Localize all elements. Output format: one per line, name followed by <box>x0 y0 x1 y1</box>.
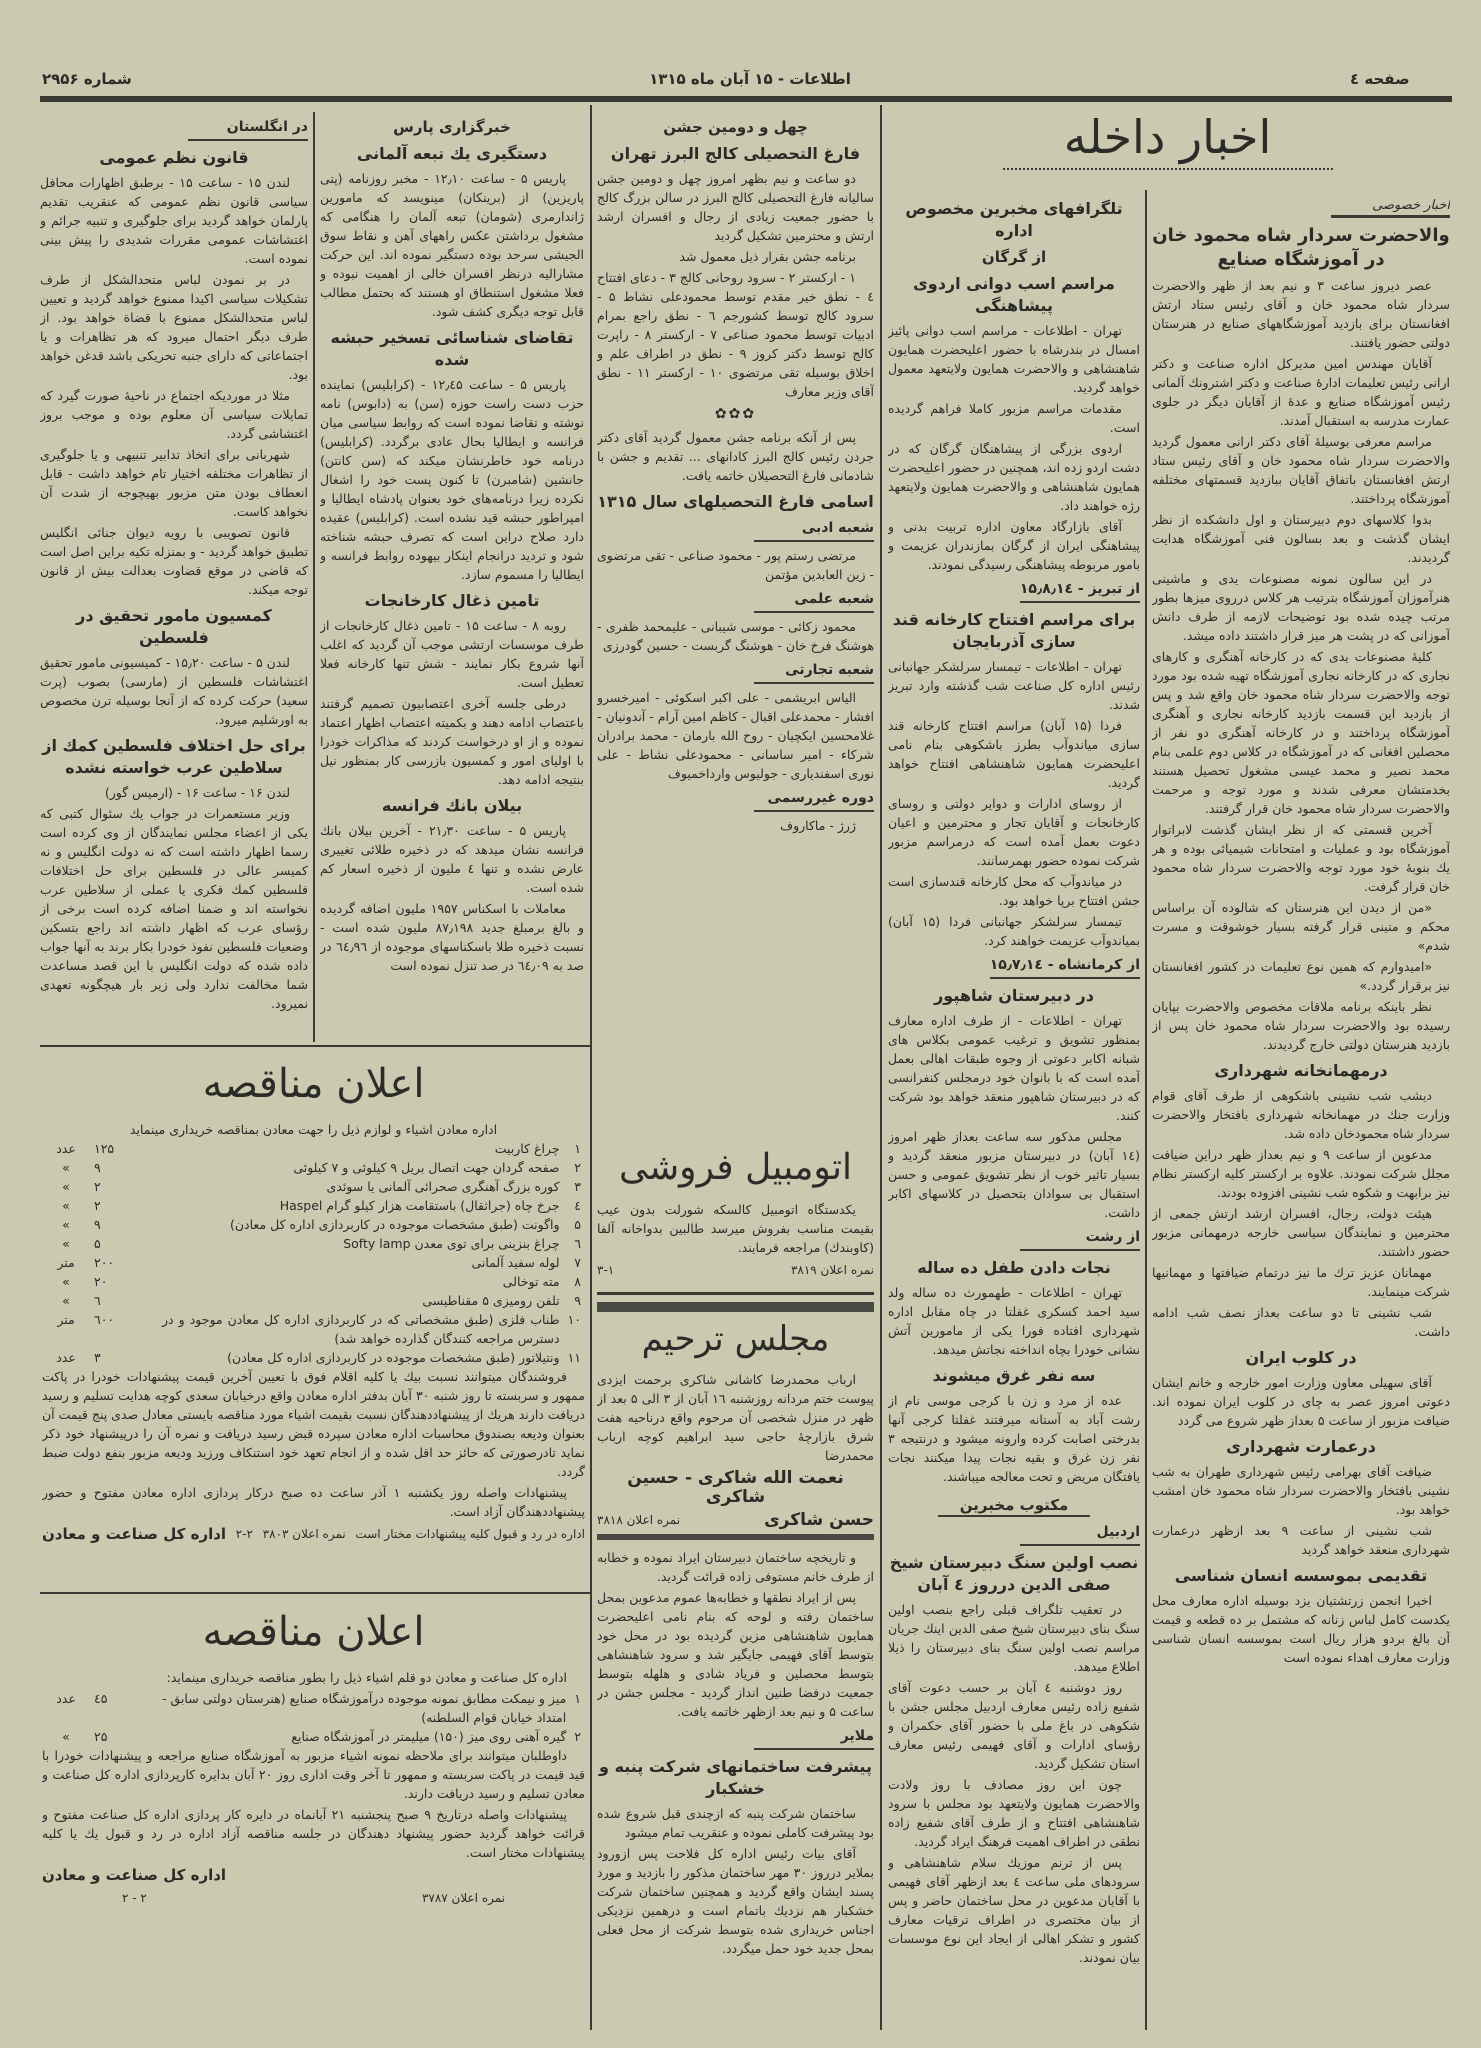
headline: سه نفر غرق میشوند <box>932 1366 1096 1385</box>
paragraph: لندن ۵ - ساعت ۱۵٫۲۰ - کمیسیونی مامور تحقیق اغتشاشات فلسطین از (مارسی) بصوب (پرت سعید) حرکت کرده که از آنجا بوسیله ترن مخصوص به اورشلیم میرود. <box>40 655 308 727</box>
headline: دستگیری یك تبعه آلمانی <box>356 144 548 163</box>
item-number: ۱۰ <box>567 1312 581 1327</box>
paragraph: بدوا کلاسهای دوم دبیرستان و اول دانشکده از نظر ایشان گذشت و بعد بسالون فنی آموزشگاه هدایت گردیدند. <box>1152 512 1450 565</box>
ad-number: نمره اعلان ۳۸۱۸ <box>597 1513 681 1527</box>
paragraph: دیشب شب نشینی باشکوهی از طرف آقای قوام وزارت جنك در مهمانخانه شهرداری بافتخار والاحضرت سردار شاه محمودخان داده شد. <box>1152 1088 1450 1141</box>
headline: مراسم اسب دوانی اردوی پیشاهنگی <box>913 274 1115 315</box>
memorial-service-ad <box>597 1298 874 1540</box>
item-quantity: ۹ <box>94 1160 101 1175</box>
section-kicker <box>888 1523 1140 1546</box>
paragraph: عده از مرد و زن با کرجی موسی نام از رشت آباد به آستانه میرفتند غفلتا کرجی آنها بدرختی اصابت کرده وارونه میشود و درنتیجه ۳ نفر زن غرق و بقیه نجات پیدا میکنند نجات یافتگان مریض و تحت معالجه میباشند. <box>888 1393 1140 1484</box>
domestic-news-header <box>885 110 1450 190</box>
section-kicker-label: در انگلستان <box>188 118 308 141</box>
section-kicker <box>597 661 874 684</box>
headline: در کلوب ایران <box>1245 1348 1357 1367</box>
ad-title: مجلس ترحیم <box>641 1319 830 1359</box>
paragraph: عصر دیروز ساعت ۳ و نیم بعد از ظهر والاحضرت سردار شاه محمود خان و آقای رئیس ستاد ارتش افغانستان برای بازدید آموزشگاههای صنایع در هنرستان دولتی حضور یافتند. <box>1152 278 1450 350</box>
ad-title: اتومبیل فروشی <box>619 1147 852 1188</box>
item-quantity: ۹ <box>94 1217 101 1232</box>
paragraph: در این سالون نمونه مصنوعات یدی و ماشینی هنرآموزان آموزشگاه بترتیب هر کلاس درروی میزها بطور مرتب چیده شده بود توضیحات لازمه از طرف دانش آموزانی که در پشت هر میز قرار داشتند داده میشد. <box>1152 571 1450 643</box>
ad-text: فروشندگان میتوانند نسبت بیك یا کلیه اقلام فوق با تعیین آخرین قیمت پیشنهادات خودرا در پاکت ممهور و سربسته تا روز شنبه ۳۰ آبان بدفتر اداره معادن واقع درخیابان سعدی کوچه هدایت تسلیم و رسید دریافت دارند هریك از پیشنهاددهندگان نسبت بقیمت اشیاء مورد مناقصه بایستی معادل صدی پنج قیمت آن بعنوان ودیعه بصندوق محاسبات اداره معادن سپرده قبض رسید دریافت و نمره آن را درپیشنهاد خود ذکر نماید تادرصورتی که حائز حد اقل شده و از انجام تعهد خود استنکاف ورزید ودیعه مزبور بنفع دولت ضبط گردد. <box>42 1369 585 1479</box>
car-sale-ad <box>597 1140 874 1295</box>
item-unit: عدد <box>56 1691 76 1706</box>
item-unit: » <box>62 1236 70 1251</box>
paragraph: محمود زکائی - موسی شیبانی - علیمحمد ظفری - هوشنگ فرخ خان - هوشنگ گربست - حسین گودرزی <box>597 619 874 653</box>
decorative-stripe <box>597 1534 874 1540</box>
correspondent-telegrams-column <box>888 192 1140 2030</box>
item-quantity: ٦۰۰ <box>94 1312 115 1327</box>
paragraph: مدعوین از ساعت ۹ و نیم بعداز ظهر دراین ضیافت مجلل شرکت نمودند. علاوه بر ارکستر کلیه ارکستر نظام نیز برابهت و شکوه شب نشینی افزوده بودند. <box>1152 1147 1450 1200</box>
item-description: گیره آهنی روی میز (۱۵۰) میلیمتر در آموزشگاه صنایع <box>291 1729 567 1744</box>
column-divider <box>590 105 592 2030</box>
item-number: ۱۱ <box>567 1350 581 1365</box>
ad-number: نمره اعلان ۳۸۱۹ <box>790 1263 874 1277</box>
tender-item-row <box>42 1177 585 1196</box>
column-divider <box>1145 190 1147 2030</box>
ad-sequence: ۲ - ۲ <box>122 1891 147 1905</box>
paragraph: روز دوشنبه ٤ آبان بر حسب دعوت آقای شفیع زاده رئیس معارف اردبیل مجلس جشن با شکوهی در باغ ملی با حضور آقای حکمران و رؤسای ادارات و آقای فهیمی رئیس معارف استان تشکیل گردید. <box>888 1680 1140 1771</box>
paragraph: روبه ۸ - ساعت ۱۵ - تامین ذغال کارخانجات از طرف موسسات ارتشی موجب آن گردید که اغلب آنها شروع بکار نمایند - شش تنها کارخانه فعلا تعطیل است. <box>320 618 584 690</box>
item-number: ۳ <box>574 1179 581 1194</box>
paragraph: در تعقیب تلگراف قبلی راجع بنصب اولین سنگ بنای دبیرستان شیخ صفی الدین اینك جریان مراسم نصب اولین سنگ بنای دبیرستان را ذیلا اطلاع میدهد. <box>888 1602 1140 1674</box>
ad-signers: حسن شاکری <box>764 1510 874 1530</box>
ad-footer <box>597 1261 874 1280</box>
column-divider <box>313 112 315 1042</box>
tender-item-row <box>42 1689 585 1727</box>
tender-item-row <box>42 1253 585 1272</box>
paragraph: الیاس ابریشمی - علی اکبر اسکوئی - امیرخسرو افشار - محمدعلی اقبال - کاظم امین آرام - آندونیان - غلامحسین ایکچیان - روح الله بارمان - محمد برادران شرکاء - امیر ساسانی - محمودعلی نشاط - علی نوری اسفندیاری - جولیوس وارداخمیوف <box>597 690 874 781</box>
item-description: کوره بزرگ آهنگری صحرائی آلمانی یا سوئدی <box>326 1179 560 1194</box>
paragraph: پس از ترنم موزیك سلام شاهنشاهی و سرودهای ملی ساعت ٤ بعد ازظهر آقای فهیمی با آقایان مدعوین در محل ساختمان حاضر و پس از بیان مختصری در اطراف ترقیات معارف کشور و تشکر اهالی از ایجاد این نوع موسسات بیان نمودند. <box>888 1855 1140 1965</box>
section-kicker <box>597 519 874 542</box>
paragraph: تهران - اطلاعات - طهمورث ده ساله ولد سید احمد کسکری غفلتا در چاه مقابل اداره شهرداری افتاده فورا یکی از مامورین آتش نشانی خودرا بچاه انداخته نجاتش میدهد. <box>888 1285 1140 1357</box>
ad-opening: پیشنهادات واصله درتاریخ ۹ صبح پنجشنبه ۲۱ آبانماه در دایره کار پردازی اداره کل صناعت مفتوح و قرائت خواهد گردید حضور پیشنهاد دهندگان در جلسه مناقصه آزاد اداره در رد و قبول یك یا کلیه پیشنهادات مختار است. <box>42 1807 585 1860</box>
item-description: میز و نیمکت مطابق نمونه موجوده درآموزشگاه صنایع (هنرستان دولتی سابق - امتداد خیابان قوام السلطنه) <box>162 1691 567 1725</box>
item-unit: » <box>62 1274 70 1289</box>
mines-tender-ad <box>42 1052 585 1588</box>
headline: کمسیون مامور تحقیق در فلسطین <box>76 606 272 647</box>
paragraph: مقدمات مراسم مزبور کاملا فراهم گردیده است. <box>888 401 1140 435</box>
item-number: ۱ <box>574 1141 581 1156</box>
issue-number: شماره ۲۹۵۶ <box>42 70 132 88</box>
item-description: چراغ کاربیت <box>494 1141 560 1156</box>
headline: فارغ التحصیلی کالج البرز تهران <box>610 144 861 163</box>
item-number: ۷ <box>574 1255 581 1270</box>
paragraph: تهران - اطلاعات - تیمسار سرلشکر جهانبانی رئیس اداره کل صناعت شب گذشته وارد تبریز شدند. <box>888 659 1140 712</box>
decorative-stripe <box>597 1302 874 1312</box>
england-news-column <box>40 112 308 1042</box>
section-kicker <box>40 118 308 141</box>
paragraph: لندن ۱۵ - ساعت ۱۵ - برطبق اظهارات محافل سیاسی قانون نظم عمومی که عنقریب تقدیم پارلمان خواهد گردید برای جلوگیری و تنبیه جرائم و اغتشاشات عمومی مقررات شدیدی را پیش بینی نموده است. <box>40 175 308 266</box>
section-kicker-label: از تبریز - ۱۵٫۸٫۱٤ <box>1020 580 1140 603</box>
paragraph: پس از ایراد نطقها و خطابه‌ها عموم مدعوین بمحل ساختمان رفته و لوحه که بنام نامی اعلیحضرت همایون شاهنشاهی مزین گردیده بود در محل خود بتوسط آقای فهیمی جایگیر شد و سرود شاهنشاهی بتوسط محصلین و فریاد شادی و هلهله بتوسط جمعیت درفضا طنین انداز گردید - مجلس جشن در ساعت ۵ و نیم بعد ازظهر خاتمه یافت. <box>597 1590 874 1719</box>
paragraph: شب نشینی از ساعت ۹ بعد ازظهر درعمارت شهرداری منعقد خواهد گردید <box>1152 1523 1450 1557</box>
tender-items-table <box>42 1139 585 1367</box>
section-kicker <box>597 1727 874 1750</box>
paragraph: در بر نمودن لباس متحدالشکل از طرف تشکیلات سیاسی اکیدا ممنوع خواهد گردید و تعیین لباس متحدالشکل ممنوع با قضاة خواهد بود. از طرف دیگر احتمال میرود که هر تظاهرات و یا اجتماعاتی که دارای جنبه تحریکی باشد قدغن خواهد بود. <box>40 272 308 382</box>
item-description: چراغ بنزینی برای توی معدن Softy lamp <box>343 1236 560 1251</box>
paragraph: ضیافت آقای بهرامی رئیس شهرداری طهران به شب نشینی بافتخار والاحضرت سردار شاه محمود خان امشب خواهد بود. <box>1152 1464 1450 1517</box>
item-unit: » <box>62 1160 70 1175</box>
decorative-divider <box>1003 168 1333 170</box>
paragraph: ساختمان شرکت پنبه که ازچندی قبل شروع شده بود پیشرفت کاملی نموده و عنقریب تمام میشود <box>597 1806 874 1840</box>
headline: بیلان بانك فرانسه <box>381 796 523 815</box>
section-heading: خبرگزاری پارس <box>393 118 511 136</box>
section-kicker-label: از کرمانشاه - ۱۵٫۷٫۱٤ <box>990 956 1140 979</box>
item-unit: » <box>62 1293 70 1308</box>
tender-item-row <box>42 1234 585 1253</box>
paragraph: تهران - اطلاعات - مراسم اسب دوانی پائیز امسال در بندرشاه با حضور اعلیحضرت همایون شاهنشاهی و والاحضرت همایون ولایتعهد معمول خواهد گردید. <box>888 323 1140 395</box>
paragraph: آقای سهیلی معاون وزارت امور خارجه و خانم ایشان دعوتی امروز عصر به چای در کلوب ایران نموده اند. ضیافت مزبور از ساعت ۵ بعداز ظهر شروع می گردد <box>1152 1375 1450 1428</box>
ad-sequence: ۳-۱ <box>597 1263 615 1277</box>
item-quantity: ٦ <box>94 1293 101 1308</box>
section-kicker-label: از رشت <box>1020 1228 1140 1251</box>
section-kicker-label: شعبه ادبی <box>754 519 874 542</box>
ad-footer <box>597 1511 874 1530</box>
paragraph: شب نشینی تا دو ساعت بعداز نصف شب ادامه داشت. <box>1152 1305 1450 1339</box>
paragraph: شهربانی برای اتخاذ تدابیر تنبیهی و یا جلوگیری از تظاهرات مختلفه اختیار تام خواهد داشت - قابل انعطاف بودن متن مزبور بهیچوجه از شدت آن نخواهد کاست. <box>40 447 308 519</box>
headline: تلگرافهای مخبرین مخصوص اداره <box>905 199 1123 240</box>
paragraph: دو ساعت و نیم بظهر امروز چهل و دومین جشن سالیانه فارغ التحصیلی کالج البرز در سالن بزرگ کالج با حضور جمعیت زیادی از رجال و افسران ارشد ارتش و محترمین تشکیل گردید <box>597 171 874 243</box>
item-unit: » <box>62 1198 70 1213</box>
paragraph: کلیهٔ مصنوعات یدی که در کارخانه آهنگری و کارهای نجاری که در کارخانه نجاری آموزشگاه تهیه شده بود مورد توجه والاحضرت سردار شاه محمود خان واقع شد و پس از بازدید این قسمت بازدید کارخانه نجاری و آهنگری آموزشگاه پرداختند و در کارخانه آهنگری دو نفر از محصلین افغانی که در آموزشگاه در کلاس دوم علمی بنام محمد نصیر و محمد عیسی مشغول تحصیل هستند بخدمتشان معرفی شدند و مورد توجه و مرحمت والاحضرت سردار شاه محمود خان قرار گرفتند. <box>1152 649 1450 816</box>
headline: اسامی فارغ التحصیلهای سال ۱۳۱۵ <box>597 492 874 511</box>
item-description: لوله سفید آلمانی <box>471 1255 560 1270</box>
item-number: ۵ <box>574 1217 581 1232</box>
item-unit: » <box>62 1217 70 1232</box>
headline: پیشرفت ساختمانهای شرکت پنبه و خشکبار <box>599 1757 872 1798</box>
masthead-rule <box>40 96 1452 102</box>
paragraph: ژرژ - ماکاروف <box>780 818 856 833</box>
item-quantity: ۲۵ <box>94 1729 108 1744</box>
paragraph: و تاریخچه ساختمان دبیرستان ایراد نموده و خطابه از طرف خانم مستوفی زاده قرائت گردید. <box>597 1550 874 1584</box>
section-kicker-label: دوره غیررسمی <box>754 789 874 812</box>
newspaper-date: اطلاعات - ۱۵ آبان ماه ۱۳۱۵ <box>649 70 851 88</box>
item-quantity: ۵ <box>94 1236 101 1251</box>
paragraph: از روسای ادارات و دوایر دولتی و روسای کارخانجات و آقایان تجار و محترمین و اعیان دعوت بعمل آمده است که درمراسم مزبور شرکت نموده حضور بهمرسانند. <box>888 796 1140 868</box>
paragraph: قانون تصویبی با رویه دیوان جنائی انگلیس تطبیق خواهد گردید - و بمنزله تکیه براین اصل است که قاضی در موقع قضاوت بعدالت بیش از قانون توجه میکند. <box>40 525 308 597</box>
ad-intro: اداره کل صناعت و معادن دو قلم اشیاء ذیل را بطور مناقصه خریداری مینماید: <box>166 1670 567 1685</box>
paragraph: مجلس مذکور سه ساعت بعداز ظهر امروز (۱٤ آبان) در دبیرستان مزبور منعقد گردید و بسیار تاثیر خوب از نظر تشویق عمومی و حسن استقبال بی سوادان بتحصیل در کلاسهای اکابر داشت. <box>888 1129 1140 1220</box>
paragraph: پاریس ۵ - ساعت ۱۲٫٤۵ - (کرابلیس) نماینده حزب دست راست حوزه (سن) به (دابوس) نامه نوشته و تقاضا نموده است که روابط سیاسی میان فرانسه و ایطالیا بحال عادی برگردد. (کرابلیس) درنامه خود خاطرنشان میکند که (سن کانتن) جانشین (شامبرن) تا کنون پست خود را اشغال نکرده زیرا درنامه‌های خود بعنوان پادشاه ایطالیا و امپراطور حبشه قید نشده است. (کرابلیس) عقیده دارد صلاح دراین است که تصرف حبشه شناخته شود و تردید درانجام اینکار بیهوده روابط فرانسه و ایطالیا را مسموم سازد. <box>320 377 584 582</box>
paragraph: مرتضی رستم پور - محمود صناعی - تقی مرتضوی - زین العابدین مؤتمن <box>597 548 874 582</box>
item-description: واگونت (طبق مشخصات موجوده در کاربردازی اداره کل معادن) <box>229 1217 560 1232</box>
tender-item-row <box>42 1215 585 1234</box>
section-kicker <box>597 789 874 812</box>
item-unit: » <box>62 1729 70 1744</box>
headline: درعمارت شهرداری <box>1226 1437 1376 1456</box>
item-number: ۲ <box>574 1729 581 1744</box>
section-kicker-label: اردبیل <box>1020 1523 1140 1546</box>
item-quantity: ۳ <box>94 1350 101 1365</box>
section-kicker <box>888 956 1140 979</box>
section-kicker <box>888 580 1140 603</box>
ad-number: نمره اعلان ۳۷۸۷ <box>421 1891 505 1905</box>
paragraph: هیئت دولت، رجال، افسران ارشد ارتش جمعی از محترمین و نمایندگان سیاسی خارجه درمهمانی مزبور حضور داشتند. <box>1152 1206 1450 1259</box>
paragraph: در میاندوآب که محل کارخانه قندسازی است جشن افتتاح برپا خواهد بود. <box>888 874 1140 908</box>
section-rule <box>40 1592 590 1594</box>
ad-footer <box>42 1525 585 1544</box>
item-unit: متر <box>57 1255 75 1270</box>
tender-item-row <box>42 1348 585 1367</box>
ad-note: اداره در رد و قبول کلیه پیشنهادات مختار است <box>355 1527 585 1541</box>
ad-title: اعلان مناقصه <box>202 1061 425 1107</box>
ad-sequence: ۲-۲ <box>235 1527 253 1541</box>
pars-news-column <box>320 112 584 1042</box>
paragraph: فردا (۱۵ آبان) مراسم افتتاح کارخانه قند سازی میاندوآب بطرز باشکوهی بنام نامی اعلیحضرت همایون شاهنشاهی افتتاح خواهد گردید. <box>888 718 1140 790</box>
headline: تقدیمی بموسسه انسان شناسی <box>1174 1566 1428 1585</box>
paragraph: مثلا در موردیکه اجتماع در ناحیهٔ صورت گیرد که تمایلات سیاسی آن معلوم بوده و موجب بروز اغتشاشی گردد. <box>40 388 308 441</box>
tender-item-row <box>42 1139 585 1158</box>
ad-issuer: اداره کل صناعت و معادن <box>42 1525 227 1543</box>
alborz-college-column <box>597 112 874 1137</box>
section-kicker-label: شعبه تجارتی <box>754 661 874 684</box>
paragraph: آقای بازارگاد معاون اداره تربیت بدنی و پیشاهنگی ایران از گرگان بمازندران عزیمت و بامور مربوطه پیشاهنگی رسیدگی نمودند. <box>888 519 1140 572</box>
paragraph: اردوی بزرگی از پیشاهنگان گرگان که در دشت اردو زده اند، همچنین در حضور اعلیحضرت همایون شاهنشاهی و والاحضرت همایون ولایتعهد رژه خواهند داد. <box>888 441 1140 513</box>
headline: تقاضای شناسائی تسخیر حبشه شده <box>330 328 574 369</box>
section-kicker-label: ملایر <box>754 1727 874 1750</box>
item-description: صفحه گردان جهت اتصال بریل ۹ کیلوئی و ۷ کیلوئی <box>293 1160 560 1175</box>
paragraph: آخرین قسمتی که از نظر ایشان گذشت لابراتوار آموزشگاه بود و عملیات و امتحانات شیمیائی بوده و هر یك بنوبهٔ خود مورد توجه والاحضرت سردار شاه محمود خان قرار گرفت. <box>1152 822 1450 894</box>
ad-issuer: اداره کل صناعت و معادن <box>42 1866 227 1884</box>
headline: برای مراسم افتتاح کارخانه قند سازی آذربایجان <box>892 610 1136 651</box>
paragraph: آقایان مهندس امین مدیرکل اداره صناعت و دکتر ارانی رئیس تعلیمات ادارهٔ صناعت و دکتر اشترونك آلمانی رئیس آموزشگاه صنایع و عدهٔ از آقایان دیگر در جلوی عمارت مدرسه به استقبال آمدند. <box>1152 356 1450 428</box>
item-unit: عدد <box>56 1350 76 1365</box>
item-quantity: ٤۵ <box>94 1691 108 1706</box>
ad-opening: پیشنهادات واصله روز یکشنبه ۱ آذر ساعت ده صبح درکار پردازی اداره معادن مفتوح و حضور پیشنهاددهندگان آزاد است. <box>42 1485 585 1519</box>
item-number: ٦ <box>574 1236 581 1251</box>
ornament-divider: ✿✿✿ <box>714 406 757 422</box>
section-heading: مکتوب مخبرین <box>938 1496 1089 1517</box>
paragraph: «من از دیدن این هنرستان که شالوده آن براساس محکم و متینی قرار گرفته بسیار خوشوقت و مسرت شدم» <box>1152 900 1450 953</box>
headline: درمهمانخانه شهرداری <box>1214 1061 1388 1080</box>
paragraph: برنامه جشن بقرار ذیل معمول شد <box>679 249 856 264</box>
paragraph: چون این روز مصادف با روز ولادت والاحضرت همایون ولایتعهد بود مجلس با سرود شاهنشاهی افتتاح و از طرف آقای شفیع زاده نطقی در اطراف اهمیت فرهنگ ایراد گردید. <box>888 1777 1140 1849</box>
page-number: صفحه ٤ <box>1350 70 1410 88</box>
tender-item-row <box>42 1272 585 1291</box>
paragraph: «امیدوارم که همین نوع تعلیمات در کشور افغانستان نیز برقرار گردد.» <box>1152 959 1450 993</box>
item-number: ۱ <box>574 1691 581 1706</box>
paragraph: پاریس ۵ - ساعت ۲۱٫۳۰ - آخرین بیلان بانك فرانسه نشان میدهد که در ذخیره طلائی تغییری عارض نشده و تنها ٤ ملیون از ذخیره اسعار کم شده است. <box>320 823 584 895</box>
ad-signers: نعمت الله شاکری - حسین شاکری <box>627 1468 844 1507</box>
ad-text: یکدستگاه اتومبیل کالسکه شورلت بدون عیب بقیمت مناسب بفروش میرسد طالبین بدواخانه آلفا (کاوبندك) مراجعه فرمایند. <box>597 1202 874 1255</box>
paragraph: مراسم معرفی بوسیلهٔ آقای دکتر ارانی معمول گردید والاحضرت سردار شاه محمود خان و آقای رئیس ستاد ارتش افغانستان باتفاق آقایان ببازدید قسمتهای مختلفه آموزشگاه پرداختند. <box>1152 434 1450 506</box>
paragraph: درطی جلسه آخری اعتصابیون تصمیم گرفتند باعتصاب ادامه دهند و بکمیته اعتصاب اظهار اعتماد نموده و از او درخواست کردند که مذاکرات خودرا با اولیای امور و کمسیون بازرسی کار بمنظور نیل بنتیجه ادامه دهد. <box>320 696 584 787</box>
ad-intro: اداره معادن اشیاء و لوازم ذیل را جهت معادن بمناقصه خریداری مینماید <box>129 1122 498 1137</box>
ad-footer <box>42 1889 585 1908</box>
special-news-column <box>1152 192 1450 2030</box>
paragraph: لندن ۱۶ - ساعت ۱۶ - (ارمیس گور) <box>104 785 290 800</box>
industry-tender-ad <box>42 1600 585 2030</box>
section-kicker <box>888 1228 1140 1251</box>
section-kicker-label: شعبه علمی <box>754 590 874 613</box>
section-heading: از گرگان <box>981 248 1047 266</box>
headline: در دبیرستان شاهپور <box>934 986 1094 1005</box>
tender-item-row <box>42 1158 585 1177</box>
paragraph: وزیر مستعمرات در جواب یك سئوال کتبی که یکی از اعضاء مجلس نمایندگان از وی کرده است رسما اظهار داشته است که نه دولت انگلیس و نه کمیسر عالی در فلسطین برای حل اختلافات فلسطین کمك فکری یا عملی از سلاطین عرب نخواسته اند و ضمنا اضافه کرده است برخی از رؤسای عرب که اظهار داشته اند راجع بتسکین وضعیات فلسطین نفوذ خودرا بکار برند به آنها جواب داده شده که دولت انگلیس با این قصد مساعدت شما مخالفت ندارد ولی زیر بار هیچگونه تعهدی نمیرود. <box>40 806 308 1011</box>
paragraph: پس از آنکه برنامه جشن معمول گردید آقای دکتر جردن رئیس کالج البرز کادانهای ... تقدیم و جشن با شادمانی فارغ التحصیلان خاتمه یافت. <box>597 430 874 483</box>
section-heading: چهل و دومین جشن <box>663 118 808 136</box>
paragraph: تهران - اطلاعات - از طرف اداره معارف بمنظور تشویق و ترغیب عمومی بکلاس های شبانه اکابر دعوتی از وجوه طبقات اهالی بعمل آمده است که با بانوان خود درمجلس کنفرانسی که در دبیرستان شاهپور منعقد خواهد بود شرکت کنند. <box>888 1013 1140 1123</box>
item-description: ونتیلاتور (طبق مشخصات موجوده در کاربردازی اداره کل معادن) <box>227 1350 560 1365</box>
tender-item-row <box>42 1196 585 1215</box>
paragraph: نظر باینکه برنامه ملاقات مخصوص والاحضرت بپایان رسیده بود والاحضرت سردار شاه محمود خان پس از بازدید هنرستان دولتی خارج گردیدند. <box>1152 999 1450 1052</box>
section-rule <box>40 1045 590 1047</box>
ad-number: نمره اعلان ۳۸۰۳ <box>262 1527 346 1541</box>
item-number: ۹ <box>574 1293 581 1308</box>
paragraph: پاریس ۵ - ساعت ۱۲٫۱۰ - مخبر روزنامه (پتی پاریزین) از (برینکان) مینویسد که مامورین ژاندارمری (شومان) تبعه آلمان را هنگامی که مشغول برداشتن عکس راههای آهن و نقاط سوق الجیشی سرحد بوده دستگیر نموده اند. این حرکت مشارالیه درنظر افسران خالی از اهمیت نبوده و فعلا مشغول استنطاق او هستند که بحتمل مطالب قابل توجه دیگری کشف شود. <box>320 171 584 319</box>
item-quantity: ۲ <box>94 1179 101 1194</box>
item-unit: عدد <box>56 1141 76 1156</box>
item-quantity: ۲۰ <box>94 1274 108 1289</box>
column-divider <box>880 105 882 2030</box>
paragraph: آقای بیات رئیس اداره کل فلاحت پس ازورود بملایر درروز ۳۰ مهر ساختمان مذکور را بازدید و مورد پسند ایشان واقع گردید و همچنین ساختمان شرکت خشکبار هم نزدیك باتمام است و درهمین نزدیکی اجناس خریداری شده بتوسط شرکت از محل فعلی بمحل جدید خود حمل میگردد. <box>597 1846 874 1956</box>
paragraph: مهمانان عزیز ترك ما نیز درتمام ضیافتها و مهمانیها شرکت مینمایند. <box>1152 1265 1450 1299</box>
paragraph: ۱ - ارکستر ۲ - سرود روحانی کالج ۳ - دعای افتتاح ٤ - نطق خیر مقدم توسط محمودعلی نشاط ۵ - سرود کالج توسط کشورجم ٦ - نطق راجع بمرام ادبیات توسط محمود صناعی ۷ - ارکستر ۸ - راپرت کالج توسط دکتر کروز ۹ - نطق در اطراف علم و اخلاق بوسیله تقی مرتضوی ۱۰ - ارکستر ۱۱ - نطق آقای وزیر معارف <box>597 270 874 399</box>
item-description: مته توخالی <box>502 1274 560 1289</box>
ad-title: اعلان مناقصه <box>202 1609 425 1655</box>
item-quantity: ۲ <box>94 1198 101 1213</box>
headline: نصب اولین سنگ دبیرستان شیخ صفی الدین درروز ٤ آبان <box>889 1553 1139 1594</box>
tender-item-row <box>42 1310 585 1348</box>
section-kicker <box>597 590 874 613</box>
item-number: ۸ <box>574 1274 581 1289</box>
item-quantity: ۱۲۵ <box>94 1141 115 1156</box>
item-number: ٤ <box>574 1198 581 1213</box>
headline: قانون نظم عمومی <box>99 148 249 167</box>
item-description: طناب فلزی (طبق مشخصاتی که در کاربردازی اداره کل معادن موجود و در دسترس مراجعه کنندگان گذارده خواهد شد) <box>162 1312 560 1346</box>
malayer-news-column <box>597 1548 874 2030</box>
item-number: ۲ <box>574 1160 581 1175</box>
paragraph: معاملات با اسکناس ۱۹۵۷ ملیون اضافه گردیده و بالغ برمبلغ جدید ۸۷٫۱۹۸ ملیون شده است - نسبت ذخیره طلا باسکناسهای موجوده از ٦٤٫۹٦ در صد به ٦٤٫۰۹ در صد تنزل نموده است <box>320 901 584 973</box>
item-description: تلفن رومیزی ۵ مقناطیسی <box>422 1293 560 1308</box>
paragraph: تیمسار سرلشکر جهانبانی فردا (۱۵ آبان) بمیاندوآب عزیمت خواهند کرد. <box>888 914 1140 948</box>
domestic-news-title: اخبار داخله <box>1063 110 1272 164</box>
item-description: جرخ چاه (جراثقال) باستقامت هزار کیلو گرام Haspel <box>279 1198 560 1213</box>
headline: نجات دادن طفل ده ساله <box>917 1258 1111 1277</box>
item-unit: » <box>62 1179 70 1194</box>
item-unit: متر <box>57 1312 75 1327</box>
headline: تامین ذغال کارخانجات <box>364 591 540 610</box>
tender-item-row <box>42 1291 585 1310</box>
headline: برای حل اختلاف فلسطین کمك از سلاطین عرب خواسته نشده <box>42 736 306 777</box>
tender-items-table <box>42 1689 585 1746</box>
lead-headline: والاحضرت سردار شاه محمود خان در آموزشگاه صنایع <box>1152 225 1450 270</box>
ad-text: ارباب محمدرضا کاشانی شاکری برحمت ایزدی پیوست ختم مردانه روزشنبه ۱٦ آبان از ۳ الی ۵ بعد از ظهر در منزل شخصی آن مرحوم واقع درناحیه هفت شرق بازارچهٔ حاجی سید ابراهیم کوچه ارباب محمدرضا <box>597 1372 874 1463</box>
section-kicker: اخبار خصوصی <box>1331 196 1450 218</box>
item-quantity: ۲۰۰ <box>94 1255 115 1270</box>
paragraph: اخیرا انجمن زرتشتیان یزد بوسیله اداره معارف محل یکدست کامل لباس زنانه که مشتمل بر ده قطعه و قیمت آن بالغ بردو هزار ریال است بموسسه انسان شناسی وزارت معارف اهداء نموده است <box>1152 1593 1450 1665</box>
ad-text: داوطلبان میتوانند برای ملاحظه نمونه اشیاء مزبور به آموزشگاه صنایع مراجعه و پیشنهادات خودرا با قید قیمت در پاکت سربسته و ممهور تا آخر وقت اداری روز ۲۰ آبان بدایره کارپردازی اداره کل صناعت و معادن تسلیم و رسید دریافت دارند. <box>42 1748 585 1801</box>
tender-item-row <box>42 1727 585 1746</box>
